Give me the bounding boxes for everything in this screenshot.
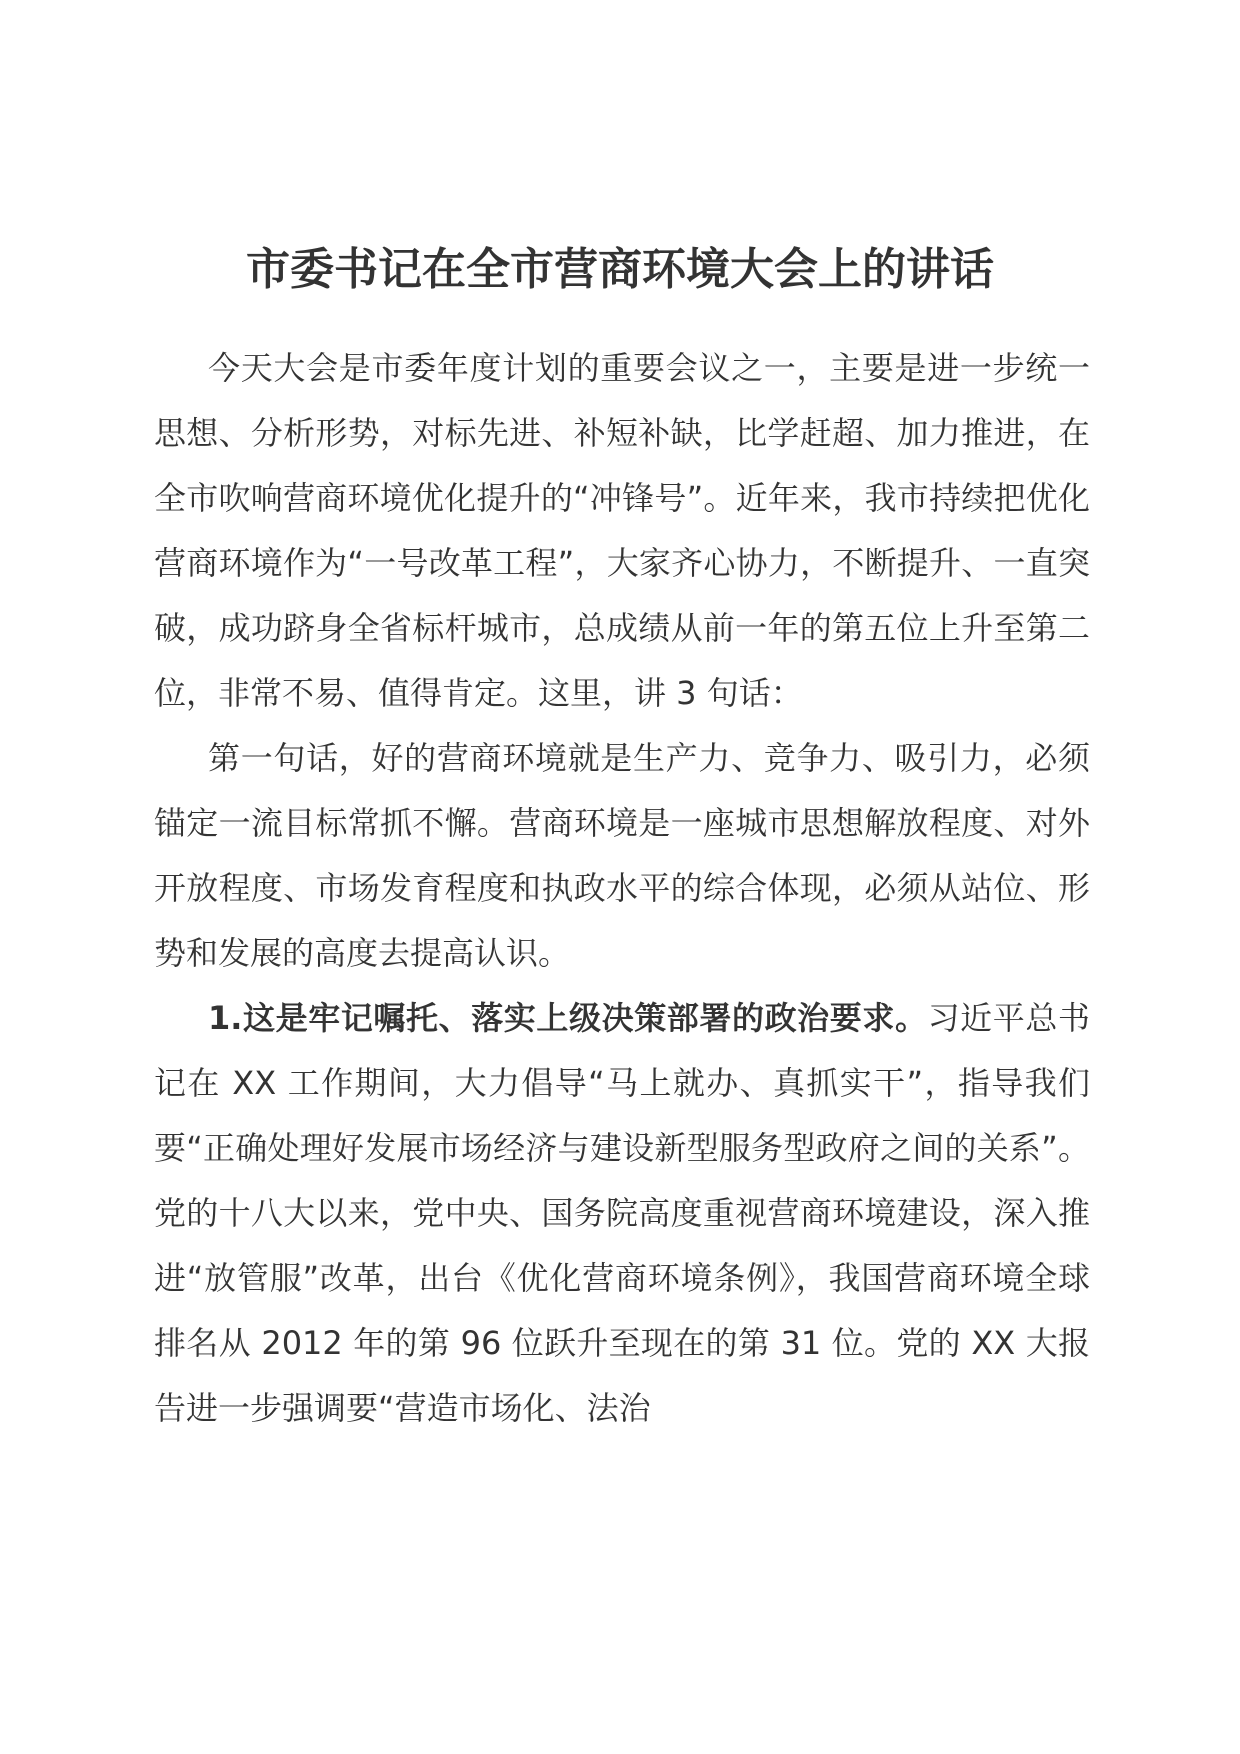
- intro-paragraph: 今天大会是市委年度计划的重要会议之一，主要是进一步统一思想、分析形势，对标先进、补短补缺，比学赶超、加力推进，在全市吹响营商环境优化提升的“冲锋号”。近年来，我市持续把优化营商环境作为“一号改革工程”，大家齐心协力，不断提升、一直突破，成功跻身全省标杆城市，总成绩从前一年的第五位上升至第二位，非常不易、值得肯定。这里，讲 3 句话：: [154, 349, 1090, 712]
- document-body: [154, 336, 1090, 1441]
- point-1-heading: 1.这是牢记嘱托、落实上级决策部署的政治要求。: [208, 999, 928, 1037]
- first-point-paragraph: 第一句话，好的营商环境就是生产力、竞争力、吸引力，必须锚定一流目标常抓不懈。营商环境是一座城市思想解放程度、对外开放程度、市场发育程度和执政水平的综合体现，必须从站位、形势和发展的高度去提高认识。: [154, 739, 1090, 972]
- point-1-text: 习近平总书记在 XX 工作期间，大力倡导“马上就办、真抓实干”，指导我们要“正确处理好发展市场经济与建设新型服务型政府之间的关系”。党的十八大以来，党中央、国务院高度重视营商环境建设，深入推进“放管服”改革，出台《优化营商环境条例》，我国营商环境全球排名从 2012 年的第 96 位跃升至现在的第 31 位。党的 XX 大报告进一步强调要“营造市场化、法治: [154, 999, 1090, 1427]
- point-1-paragraph: [154, 986, 1090, 1441]
- document-title: 市委书记在全市营商环境大会上的讲话: [246, 244, 994, 295]
